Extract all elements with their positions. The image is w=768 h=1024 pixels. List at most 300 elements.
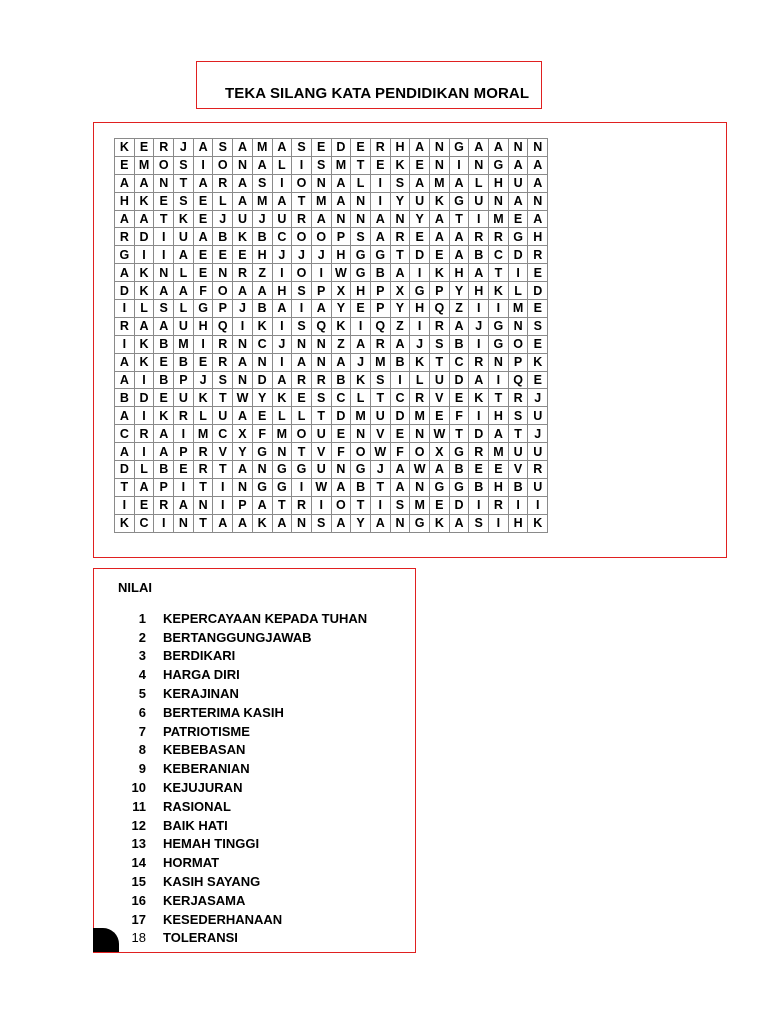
grid-cell[interactable]: J [469, 317, 489, 335]
grid-cell[interactable]: T [193, 514, 213, 532]
grid-cell[interactable]: K [410, 353, 430, 371]
grid-cell[interactable]: G [115, 246, 135, 264]
grid-cell[interactable]: L [193, 407, 213, 425]
grid-cell[interactable]: B [469, 478, 489, 496]
grid-cell[interactable]: E [252, 407, 272, 425]
grid-cell[interactable]: E [233, 246, 253, 264]
grid-cell[interactable]: K [252, 317, 272, 335]
grid-cell[interactable]: D [410, 246, 430, 264]
grid-cell[interactable]: A [390, 461, 410, 479]
grid-cell[interactable]: O [311, 228, 331, 246]
grid-cell[interactable]: R [528, 461, 548, 479]
grid-cell[interactable]: P [311, 282, 331, 300]
grid-cell[interactable]: M [489, 210, 509, 228]
grid-cell[interactable]: L [272, 156, 292, 174]
grid-cell[interactable]: A [370, 210, 390, 228]
grid-cell[interactable]: I [370, 192, 390, 210]
grid-cell[interactable]: C [134, 514, 154, 532]
grid-cell[interactable]: Z [252, 264, 272, 282]
grid-cell[interactable]: U [174, 389, 194, 407]
grid-cell[interactable]: B [252, 300, 272, 318]
grid-cell[interactable]: A [272, 371, 292, 389]
grid-cell[interactable]: I [272, 174, 292, 192]
grid-cell[interactable]: U [311, 461, 331, 479]
grid-cell[interactable]: S [311, 156, 331, 174]
grid-cell[interactable]: K [469, 389, 489, 407]
grid-cell[interactable]: I [528, 496, 548, 514]
grid-cell[interactable]: M [252, 192, 272, 210]
grid-cell[interactable]: T [292, 443, 312, 461]
grid-cell[interactable]: Q [311, 317, 331, 335]
grid-cell[interactable]: Q [430, 300, 450, 318]
grid-cell[interactable]: S [292, 282, 312, 300]
grid-cell[interactable]: T [213, 461, 233, 479]
grid-cell[interactable]: A [331, 353, 351, 371]
grid-cell[interactable]: D [469, 425, 489, 443]
grid-cell[interactable]: A [469, 264, 489, 282]
grid-cell[interactable]: M [410, 496, 430, 514]
grid-cell[interactable]: M [311, 192, 331, 210]
grid-cell[interactable]: K [272, 389, 292, 407]
grid-cell[interactable]: R [213, 174, 233, 192]
grid-cell[interactable]: I [272, 264, 292, 282]
grid-cell[interactable]: D [115, 282, 135, 300]
grid-cell[interactable]: N [390, 210, 410, 228]
grid-cell[interactable]: M [410, 407, 430, 425]
grid-cell[interactable]: N [489, 353, 509, 371]
grid-cell[interactable]: P [370, 300, 390, 318]
grid-cell[interactable]: H [489, 478, 509, 496]
grid-cell[interactable]: I [233, 317, 253, 335]
grid-cell[interactable]: K [115, 514, 135, 532]
grid-cell[interactable]: N [351, 192, 371, 210]
grid-cell[interactable]: S [469, 514, 489, 532]
grid-cell[interactable]: D [134, 228, 154, 246]
grid-cell[interactable]: E [311, 139, 331, 157]
grid-cell[interactable]: D [390, 407, 410, 425]
grid-cell[interactable]: G [449, 192, 469, 210]
grid-cell[interactable]: A [508, 156, 528, 174]
grid-cell[interactable]: E [390, 425, 410, 443]
grid-cell[interactable]: D [331, 139, 351, 157]
grid-cell[interactable]: B [252, 228, 272, 246]
grid-cell[interactable]: H [489, 407, 509, 425]
grid-cell[interactable]: K [528, 353, 548, 371]
grid-cell[interactable]: R [154, 139, 174, 157]
grid-cell[interactable]: I [193, 156, 213, 174]
grid-cell[interactable]: H [489, 174, 509, 192]
grid-cell[interactable]: A [174, 496, 194, 514]
grid-cell[interactable]: R [528, 246, 548, 264]
grid-cell[interactable]: I [134, 246, 154, 264]
grid-cell[interactable]: M [272, 425, 292, 443]
grid-cell[interactable]: R [370, 335, 390, 353]
grid-cell[interactable]: C [449, 353, 469, 371]
grid-cell[interactable]: A [134, 317, 154, 335]
grid-cell[interactable]: V [311, 443, 331, 461]
grid-cell[interactable]: W [430, 425, 450, 443]
grid-cell[interactable]: N [331, 461, 351, 479]
grid-cell[interactable]: T [390, 246, 410, 264]
grid-cell[interactable]: I [115, 300, 135, 318]
grid-cell[interactable]: S [292, 317, 312, 335]
grid-cell[interactable]: I [489, 371, 509, 389]
grid-cell[interactable]: G [370, 246, 390, 264]
grid-cell[interactable]: N [528, 139, 548, 157]
grid-cell[interactable]: G [193, 300, 213, 318]
grid-cell[interactable]: T [351, 496, 371, 514]
grid-cell[interactable]: T [115, 478, 135, 496]
grid-cell[interactable]: N [193, 496, 213, 514]
grid-cell[interactable]: H [331, 246, 351, 264]
grid-cell[interactable]: S [390, 174, 410, 192]
grid-cell[interactable]: A [489, 425, 509, 443]
grid-cell[interactable]: S [292, 139, 312, 157]
grid-cell[interactable]: R [233, 264, 253, 282]
grid-cell[interactable]: A [410, 139, 430, 157]
grid-cell[interactable]: I [469, 407, 489, 425]
grid-cell[interactable]: R [115, 228, 135, 246]
grid-cell[interactable]: L [213, 192, 233, 210]
grid-cell[interactable]: G [252, 443, 272, 461]
grid-cell[interactable]: S [213, 139, 233, 157]
grid-cell[interactable]: G [410, 514, 430, 532]
grid-cell[interactable]: X [331, 282, 351, 300]
grid-cell[interactable]: D [508, 246, 528, 264]
grid-cell[interactable]: O [292, 228, 312, 246]
grid-cell[interactable]: O [331, 496, 351, 514]
grid-cell[interactable]: E [154, 192, 174, 210]
grid-cell[interactable]: I [410, 317, 430, 335]
grid-cell[interactable]: U [272, 210, 292, 228]
grid-cell[interactable]: G [430, 478, 450, 496]
grid-cell[interactable]: B [469, 246, 489, 264]
grid-cell[interactable]: J [351, 353, 371, 371]
grid-cell[interactable]: H [410, 300, 430, 318]
grid-cell[interactable]: S [213, 371, 233, 389]
grid-cell[interactable]: D [449, 371, 469, 389]
grid-cell[interactable]: E [174, 461, 194, 479]
grid-cell[interactable]: W [331, 264, 351, 282]
grid-cell[interactable]: J [292, 246, 312, 264]
grid-cell[interactable]: A [174, 246, 194, 264]
grid-cell[interactable]: A [331, 174, 351, 192]
grid-cell[interactable]: B [174, 353, 194, 371]
grid-cell[interactable]: M [134, 156, 154, 174]
grid-cell[interactable]: B [508, 478, 528, 496]
grid-cell[interactable]: A [449, 514, 469, 532]
grid-cell[interactable]: A [311, 210, 331, 228]
grid-cell[interactable]: I [193, 335, 213, 353]
grid-cell[interactable]: A [213, 514, 233, 532]
grid-cell[interactable]: G [252, 478, 272, 496]
grid-cell[interactable]: A [528, 210, 548, 228]
grid-cell[interactable]: N [154, 264, 174, 282]
grid-cell[interactable]: A [351, 335, 371, 353]
grid-cell[interactable]: I [292, 156, 312, 174]
grid-cell[interactable]: I [390, 371, 410, 389]
grid-cell[interactable]: T [489, 264, 509, 282]
grid-cell[interactable]: S [311, 389, 331, 407]
grid-cell[interactable]: O [292, 174, 312, 192]
grid-cell[interactable]: T [351, 156, 371, 174]
grid-cell[interactable]: S [174, 156, 194, 174]
grid-cell[interactable]: P [174, 443, 194, 461]
grid-cell[interactable]: N [233, 156, 253, 174]
grid-cell[interactable]: T [489, 389, 509, 407]
grid-cell[interactable]: K [252, 514, 272, 532]
grid-cell[interactable]: E [508, 210, 528, 228]
grid-cell[interactable]: A [272, 300, 292, 318]
grid-cell[interactable]: I [213, 496, 233, 514]
grid-cell[interactable]: A [272, 139, 292, 157]
grid-cell[interactable]: A [449, 317, 469, 335]
grid-cell[interactable]: I [174, 425, 194, 443]
grid-cell[interactable]: F [193, 282, 213, 300]
grid-cell[interactable]: A [233, 174, 253, 192]
grid-cell[interactable]: J [528, 389, 548, 407]
grid-cell[interactable]: G [489, 156, 509, 174]
grid-cell[interactable]: N [508, 139, 528, 157]
grid-cell[interactable]: I [469, 210, 489, 228]
grid-cell[interactable]: C [489, 246, 509, 264]
grid-cell[interactable]: A [134, 174, 154, 192]
grid-cell[interactable]: S [370, 371, 390, 389]
grid-cell[interactable]: W [410, 461, 430, 479]
grid-cell[interactable]: K [351, 371, 371, 389]
grid-cell[interactable]: G [410, 282, 430, 300]
grid-cell[interactable]: V [370, 425, 390, 443]
grid-cell[interactable]: E [154, 389, 174, 407]
grid-cell[interactable]: A [430, 228, 450, 246]
grid-cell[interactable]: G [272, 461, 292, 479]
grid-cell[interactable]: B [351, 478, 371, 496]
grid-cell[interactable]: J [272, 246, 292, 264]
grid-cell[interactable]: U [174, 317, 194, 335]
grid-cell[interactable]: U [528, 478, 548, 496]
grid-cell[interactable]: Y [252, 389, 272, 407]
grid-cell[interactable]: E [410, 156, 430, 174]
grid-cell[interactable]: S [508, 407, 528, 425]
grid-cell[interactable]: K [115, 139, 135, 157]
grid-cell[interactable]: N [528, 192, 548, 210]
grid-cell[interactable]: N [351, 425, 371, 443]
grid-cell[interactable]: I [489, 300, 509, 318]
grid-cell[interactable]: I [469, 335, 489, 353]
grid-cell[interactable]: E [331, 425, 351, 443]
grid-cell[interactable]: D [331, 407, 351, 425]
grid-cell[interactable]: D [115, 461, 135, 479]
grid-cell[interactable]: A [292, 353, 312, 371]
grid-cell[interactable]: A [115, 443, 135, 461]
grid-cell[interactable]: A [154, 282, 174, 300]
grid-cell[interactable]: K [174, 210, 194, 228]
grid-cell[interactable]: N [292, 335, 312, 353]
grid-cell[interactable]: S [311, 514, 331, 532]
grid-cell[interactable]: A [115, 264, 135, 282]
grid-cell[interactable]: E [193, 192, 213, 210]
grid-cell[interactable]: A [331, 192, 351, 210]
grid-cell[interactable]: S [252, 174, 272, 192]
grid-cell[interactable]: K [430, 192, 450, 210]
grid-cell[interactable]: E [213, 246, 233, 264]
grid-cell[interactable]: F [390, 443, 410, 461]
grid-cell[interactable]: T [508, 425, 528, 443]
grid-cell[interactable]: Q [508, 371, 528, 389]
grid-cell[interactable]: H [193, 317, 213, 335]
grid-cell[interactable]: F [331, 443, 351, 461]
grid-cell[interactable]: I [469, 300, 489, 318]
grid-cell[interactable]: B [449, 335, 469, 353]
grid-cell[interactable]: A [154, 425, 174, 443]
grid-cell[interactable]: I [213, 478, 233, 496]
grid-cell[interactable]: H [252, 246, 272, 264]
grid-cell[interactable]: V [213, 443, 233, 461]
grid-cell[interactable]: N [272, 443, 292, 461]
grid-cell[interactable]: Y [410, 210, 430, 228]
grid-cell[interactable]: A [410, 174, 430, 192]
grid-cell[interactable]: R [311, 371, 331, 389]
grid-cell[interactable]: A [370, 228, 390, 246]
grid-cell[interactable]: K [489, 282, 509, 300]
grid-cell[interactable]: K [134, 282, 154, 300]
grid-cell[interactable]: I [115, 496, 135, 514]
grid-cell[interactable]: A [528, 174, 548, 192]
grid-cell[interactable]: J [410, 335, 430, 353]
grid-cell[interactable]: J [311, 246, 331, 264]
grid-cell[interactable]: A [469, 139, 489, 157]
grid-cell[interactable]: R [193, 443, 213, 461]
grid-cell[interactable]: U [508, 443, 528, 461]
grid-cell[interactable]: L [351, 174, 371, 192]
grid-cell[interactable]: N [430, 156, 450, 174]
grid-cell[interactable]: J [370, 461, 390, 479]
grid-cell[interactable]: G [351, 246, 371, 264]
grid-cell[interactable]: K [430, 514, 450, 532]
grid-cell[interactable]: E [292, 389, 312, 407]
grid-cell[interactable]: B [449, 461, 469, 479]
grid-cell[interactable]: J [193, 371, 213, 389]
grid-cell[interactable]: E [489, 461, 509, 479]
grid-cell[interactable]: H [508, 514, 528, 532]
grid-cell[interactable]: N [174, 514, 194, 532]
grid-cell[interactable]: E [528, 371, 548, 389]
grid-cell[interactable]: E [351, 300, 371, 318]
grid-cell[interactable]: U [430, 371, 450, 389]
grid-cell[interactable]: A [469, 371, 489, 389]
grid-cell[interactable]: A [233, 461, 253, 479]
grid-cell[interactable]: I [489, 514, 509, 532]
grid-cell[interactable]: A [174, 282, 194, 300]
grid-cell[interactable]: K [430, 264, 450, 282]
grid-cell[interactable]: A [449, 228, 469, 246]
grid-cell[interactable]: A [233, 192, 253, 210]
grid-cell[interactable]: A [193, 174, 213, 192]
grid-cell[interactable]: P [430, 282, 450, 300]
grid-cell[interactable]: A [115, 407, 135, 425]
grid-cell[interactable]: J [213, 210, 233, 228]
grid-cell[interactable]: B [370, 264, 390, 282]
grid-cell[interactable]: R [213, 335, 233, 353]
grid-cell[interactable]: A [430, 210, 450, 228]
grid-cell[interactable]: R [174, 407, 194, 425]
grid-cell[interactable]: Y [449, 282, 469, 300]
grid-cell[interactable]: E [115, 156, 135, 174]
grid-cell[interactable]: I [115, 335, 135, 353]
grid-cell[interactable]: I [134, 371, 154, 389]
grid-cell[interactable]: O [410, 443, 430, 461]
grid-cell[interactable]: R [469, 353, 489, 371]
grid-cell[interactable]: L [351, 389, 371, 407]
grid-cell[interactable]: A [272, 514, 292, 532]
grid-cell[interactable]: R [292, 496, 312, 514]
grid-cell[interactable]: A [430, 461, 450, 479]
grid-cell[interactable]: I [351, 317, 371, 335]
grid-cell[interactable]: I [134, 407, 154, 425]
grid-cell[interactable]: M [430, 174, 450, 192]
grid-cell[interactable]: I [508, 264, 528, 282]
grid-cell[interactable]: U [174, 228, 194, 246]
grid-cell[interactable]: M [489, 443, 509, 461]
grid-cell[interactable]: E [193, 353, 213, 371]
grid-cell[interactable]: T [430, 353, 450, 371]
grid-cell[interactable]: M [370, 353, 390, 371]
grid-cell[interactable]: H [469, 282, 489, 300]
grid-cell[interactable]: R [370, 139, 390, 157]
grid-cell[interactable]: A [508, 192, 528, 210]
grid-cell[interactable]: E [430, 246, 450, 264]
grid-cell[interactable]: S [430, 335, 450, 353]
grid-cell[interactable]: D [528, 282, 548, 300]
grid-cell[interactable]: O [508, 335, 528, 353]
grid-cell[interactable]: I [134, 443, 154, 461]
grid-cell[interactable]: L [508, 282, 528, 300]
grid-cell[interactable]: I [292, 478, 312, 496]
grid-cell[interactable]: X [390, 282, 410, 300]
grid-cell[interactable]: P [213, 300, 233, 318]
grid-cell[interactable]: J [272, 335, 292, 353]
grid-cell[interactable]: E [193, 264, 213, 282]
grid-cell[interactable]: R [134, 425, 154, 443]
grid-cell[interactable]: T [272, 496, 292, 514]
grid-cell[interactable]: B [390, 353, 410, 371]
grid-cell[interactable]: R [292, 210, 312, 228]
grid-cell[interactable]: J [174, 139, 194, 157]
grid-cell[interactable]: W [311, 478, 331, 496]
grid-cell[interactable]: O [292, 264, 312, 282]
grid-cell[interactable]: I [174, 478, 194, 496]
grid-cell[interactable]: N [252, 461, 272, 479]
grid-cell[interactable]: U [233, 210, 253, 228]
grid-cell[interactable]: U [410, 192, 430, 210]
grid-cell[interactable]: E [528, 264, 548, 282]
grid-cell[interactable]: H [272, 282, 292, 300]
grid-cell[interactable]: I [272, 317, 292, 335]
grid-cell[interactable]: P [331, 228, 351, 246]
grid-cell[interactable]: Y [233, 443, 253, 461]
grid-cell[interactable]: A [154, 443, 174, 461]
grid-cell[interactable]: M [351, 407, 371, 425]
grid-cell[interactable]: R [508, 389, 528, 407]
grid-cell[interactable]: E [351, 139, 371, 157]
grid-cell[interactable]: E [430, 496, 450, 514]
grid-cell[interactable]: C [272, 228, 292, 246]
grid-cell[interactable]: E [154, 353, 174, 371]
grid-cell[interactable]: T [311, 407, 331, 425]
grid-cell[interactable]: B [154, 335, 174, 353]
grid-cell[interactable]: R [292, 371, 312, 389]
grid-cell[interactable]: R [469, 443, 489, 461]
